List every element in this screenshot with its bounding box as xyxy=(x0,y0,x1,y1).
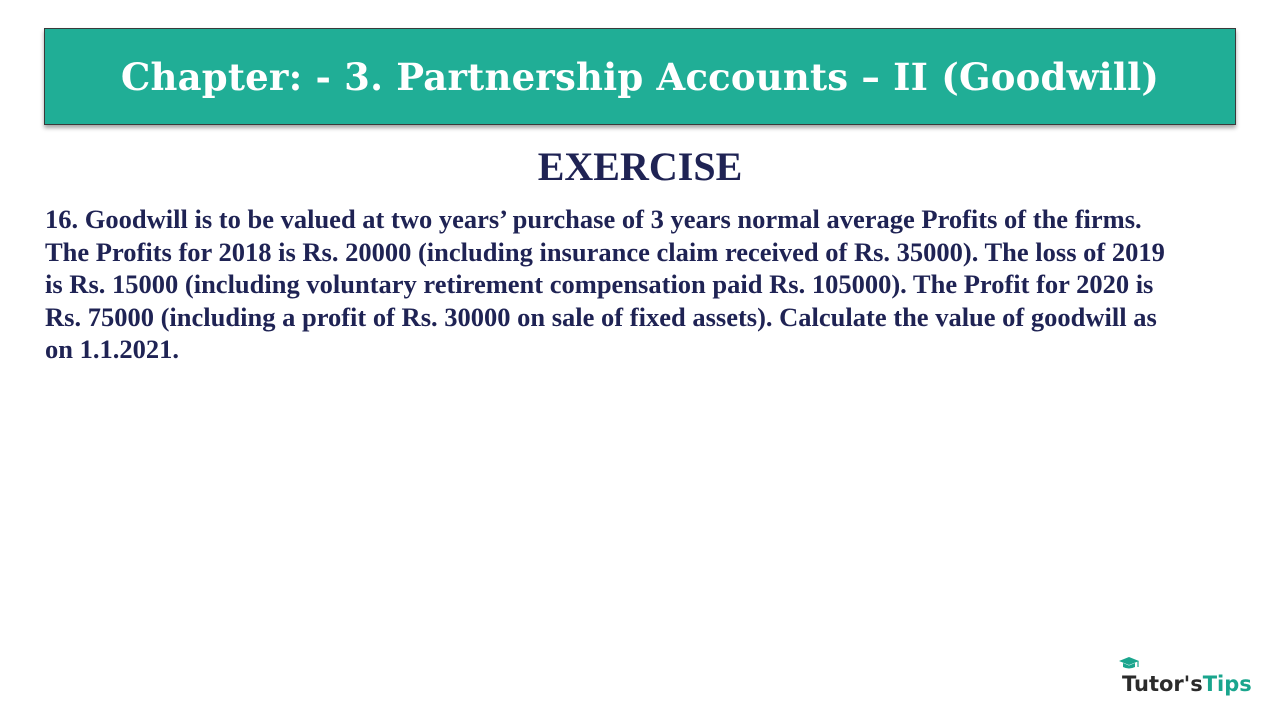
logo-text-tutors: Tutor's xyxy=(1122,672,1203,696)
title-banner xyxy=(44,28,1236,125)
logo-text-tips: Tips xyxy=(1202,672,1252,696)
question-text: 16. Goodwill is to be valued at two years’ purchase of 3 years normal average Profits of the firms. The Profits for 2018 is Rs. 20000 (including insurance claim received of Rs. 35000). The loss of 2019 is Rs. 15000 (including voluntary retirement compensation paid Rs. 105000). The Profit for 2020 is Rs. 75000 (including a profit of Rs. 30000 on sale of fixed assets). Calculate the value of goodwill as on 1.1.2021. xyxy=(45,204,1165,364)
section-heading: EXERCISE xyxy=(537,144,743,189)
graduation-cap-icon xyxy=(1118,656,1140,670)
brand-logo xyxy=(1118,656,1252,696)
page-title: Chapter: - 3. Partnership Accounts – II (Goodwill) xyxy=(120,54,1160,99)
